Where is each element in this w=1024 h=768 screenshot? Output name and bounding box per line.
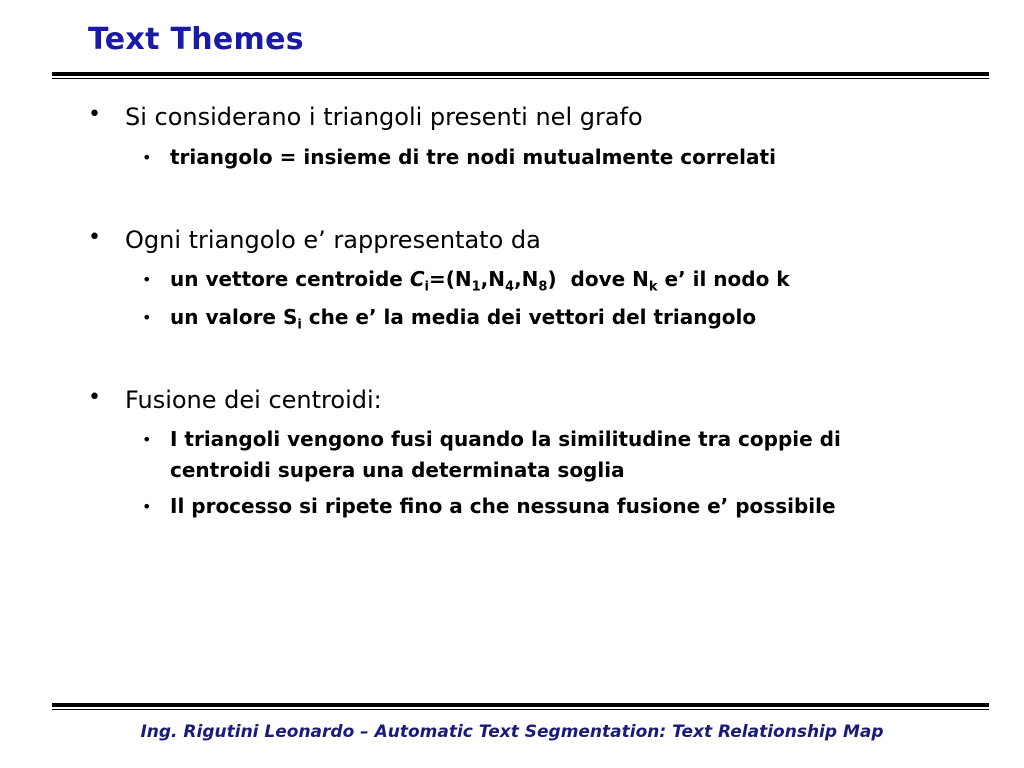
subbullet-3-1-text: I triangoli vengono fusi quando la similitudine tra coppie di centroidi supera una determinata soglia — [170, 427, 841, 482]
bullet-dot-icon: • — [88, 385, 101, 410]
subbullet-3-2-text: Il processo si ripete fino a che nessuna fusione e’ possibile — [170, 494, 836, 518]
bullet-dot-icon: • — [142, 308, 152, 327]
subbullet-2-1-text: un vettore centroide $C_i=(N_1,N_4,N_8)$ dove $N_k$ e’ il nodo k — [170, 267, 790, 295]
bullet-dot-icon: • — [142, 148, 152, 167]
bullet-3-text: Fusione dei centroidi: — [125, 386, 382, 414]
bullet-1 — [88, 102, 643, 131]
slide-title: Text Themes — [88, 22, 304, 57]
bullet-dot-icon: • — [88, 225, 101, 250]
subbullet-3-1 — [142, 424, 841, 486]
bullet-2-text: Ogni triangolo e’ rappresentato da — [125, 226, 541, 254]
slide-footer: Ing. Rigutini Leonardo – Automatic Text Segmentation: Text Relationship Map — [140, 722, 884, 742]
subbullet-2-2 — [142, 302, 757, 333]
subbullet-1-1 — [142, 142, 776, 173]
subbullet-3-2 — [142, 491, 836, 522]
bullet-3 — [88, 385, 382, 414]
bullet-2 — [88, 225, 541, 254]
bullet-1-text: Si considerano i triangoli presenti nel grafo — [125, 103, 643, 131]
subbullet-2-2-text: un valore $S_i$ che e’ la media dei vettori del triangolo — [170, 305, 757, 333]
bullet-dot-icon: • — [142, 270, 152, 289]
title-divider — [52, 72, 989, 79]
subbullet-1-1-text: triangolo = insieme di tre nodi mutualmente correlati — [170, 145, 776, 169]
footer-divider — [52, 703, 989, 710]
bullet-dot-icon: • — [88, 102, 101, 127]
bullet-dot-icon: • — [142, 430, 152, 449]
subbullet-2-1 — [142, 264, 790, 295]
bullet-dot-icon: • — [142, 497, 152, 516]
